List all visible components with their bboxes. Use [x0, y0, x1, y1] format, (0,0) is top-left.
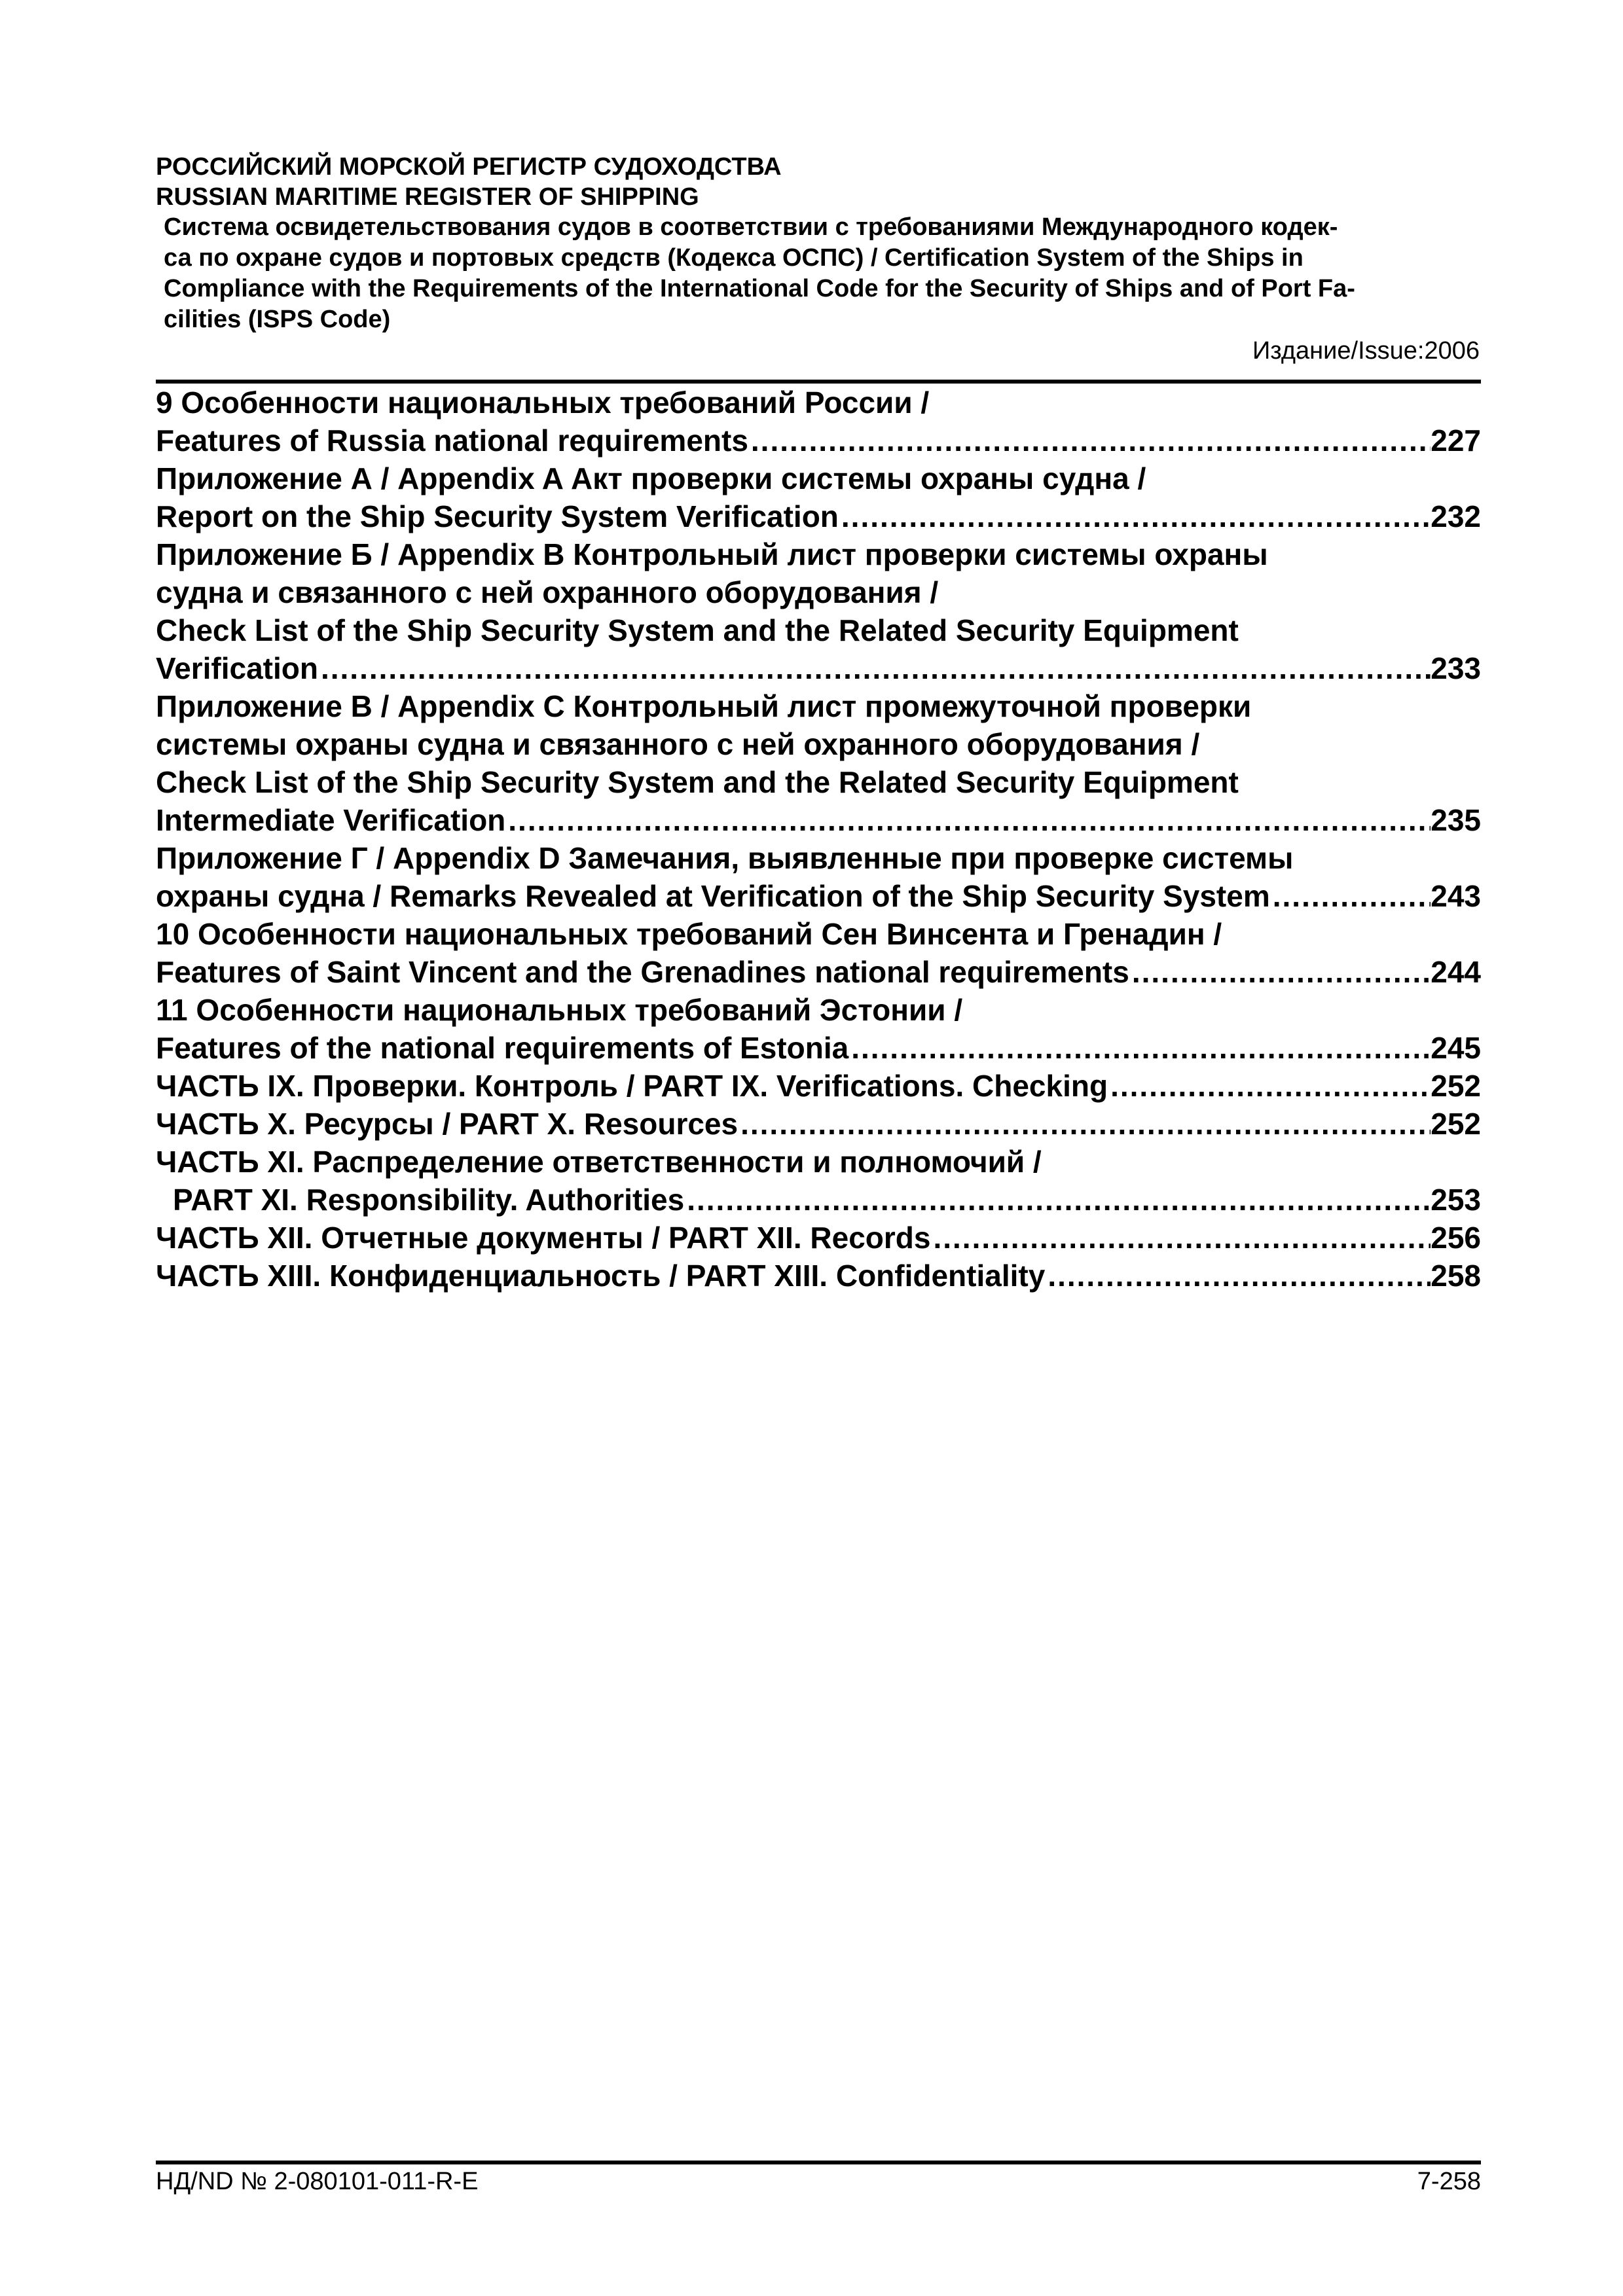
edition-label: Издание/Issue:2006	[1252, 337, 1480, 365]
toc-entry-final-line	[156, 422, 1481, 459]
register-name-en: RUSSIAN MARITIME REGISTER OF SHIPPING	[156, 183, 699, 211]
toc-entry-final-line	[156, 1105, 1481, 1143]
toc-entry-title: Report on the Ship Security System Verification	[156, 499, 839, 533]
toc-entry-title: ЧАСТЬ IX. Проверки. Контроль / PART IX. Verifications. Checking	[156, 1069, 1108, 1103]
toc-entry-final-line	[156, 1067, 1481, 1105]
toc-entry-title-line: системы охраны судна и связанного с ней охранного оборудования /	[156, 727, 1200, 761]
toc-entry-final-line	[156, 877, 1481, 915]
toc-entry-title: охраны судна / Remarks Revealed at Verification of the Ship Security System	[156, 879, 1270, 913]
toc-entry[interactable]	[156, 687, 1481, 839]
toc-entry-title: PART XI. Responsibility. Authorities	[173, 1183, 685, 1217]
toc-entry-title-line: Приложение А / Appendix A Акт проверки системы охраны судна /	[156, 461, 1146, 495]
document-title: Система освидетельствования судов в соответствии с требованиями Международного кодек- са по охране судов и портовых средств (Кодекса ОСПС) / Certification System of the Ships in Compliance with the Requirements of the International Code for the Security of Ships and of Port Fa- cilities (ISPS Code)	[164, 213, 1355, 333]
toc-entry-final-line	[156, 649, 1481, 687]
toc-page-number: 253	[1431, 1183, 1481, 1217]
toc-entry-title-line: Check List of the Ship Security System and the Related Security Equipment	[156, 613, 1239, 647]
dot-leader	[930, 1219, 1431, 1257]
toc-page-number: 233	[1431, 651, 1481, 685]
toc-entry-title: Intermediate Verification	[156, 803, 506, 837]
toc-entry[interactable]	[156, 535, 1481, 687]
toc-page-number: 235	[1431, 803, 1481, 837]
toc-entry-title: ЧАСТЬ XIII. Конфиденциальность / PART XIII. Confidentiality	[156, 1259, 1046, 1293]
toc-entry[interactable]	[156, 1143, 1481, 1219]
toc-page-number: 256	[1431, 1221, 1481, 1255]
toc-entry-title: Verification	[156, 651, 318, 685]
toc-page-number: 252	[1431, 1069, 1481, 1103]
toc-entry-final-line	[156, 1181, 1481, 1219]
toc-entry-title: Features of the national requirements of Estonia	[156, 1031, 849, 1065]
toc-entry-title: ЧАСТЬ XII. Отчетные документы / PART XII. Records	[156, 1221, 931, 1255]
dot-leader	[1129, 953, 1431, 991]
toc-entry-title: ЧАСТЬ X. Ресурсы / PART X. Resources	[156, 1107, 739, 1141]
toc-entry[interactable]	[156, 839, 1481, 915]
toc-entry-title-line: Приложение Г / Appendix D Замечания, выявленные при проверке системы	[156, 841, 1294, 875]
footer-divider	[156, 2161, 1481, 2164]
toc-entry-title: Features of Russia national requirements	[156, 423, 748, 457]
dot-leader	[684, 1181, 1431, 1219]
dot-leader	[1108, 1067, 1431, 1105]
toc-entry[interactable]	[156, 384, 1481, 459]
table-of-contents	[156, 384, 1481, 1295]
dot-leader	[839, 497, 1431, 535]
toc-entry[interactable]	[156, 1219, 1481, 1257]
toc-entry[interactable]	[156, 991, 1481, 1067]
toc-page-number: 258	[1431, 1259, 1481, 1293]
toc-entry-title-line: ЧАСТЬ XI. Распределение ответственности и полномочий /	[156, 1145, 1042, 1179]
toc-entry-title-line: Check List of the Ship Security System and the Related Security Equipment	[156, 765, 1239, 799]
toc-entry-final-line	[156, 953, 1481, 991]
toc-page-number: 243	[1431, 879, 1481, 913]
document-number: НД/ND № 2-080101-011-R-E	[156, 2168, 479, 2195]
toc-entry-title-line: Приложение Б / Appendix B Контрольный лист проверки системы охраны	[156, 537, 1268, 571]
dot-leader	[318, 649, 1431, 687]
dot-leader	[1270, 877, 1431, 915]
toc-entry[interactable]	[156, 1105, 1481, 1143]
toc-page-number: 232	[1431, 499, 1481, 533]
dot-leader	[848, 1029, 1431, 1067]
toc-entry[interactable]	[156, 1067, 1481, 1105]
toc-entry-final-line	[156, 801, 1481, 839]
dot-leader	[1045, 1257, 1431, 1295]
toc-entry[interactable]	[156, 915, 1481, 991]
page-footer	[156, 2166, 1481, 2197]
toc-entry-final-line	[156, 497, 1481, 535]
dot-leader	[505, 801, 1431, 839]
toc-page-number: 244	[1431, 955, 1481, 989]
toc-entry[interactable]	[156, 459, 1481, 535]
toc-entry-title-line: судна и связанного с ней охранного оборудования /	[156, 575, 939, 609]
page-number: 7-258	[1417, 2168, 1481, 2195]
toc-page-number: 245	[1431, 1031, 1481, 1065]
dot-leader	[748, 422, 1431, 459]
dot-leader	[738, 1105, 1431, 1143]
toc-entry[interactable]	[156, 1257, 1481, 1295]
register-name-ru: РОССИЙСКИЙ МОРСКОЙ РЕГИСТР СУДОХОДСТВА	[156, 153, 782, 181]
toc-page-number: 252	[1431, 1107, 1481, 1141]
toc-entry-title-line: 9 Особенности национальных требований России /	[156, 386, 930, 420]
toc-entry-final-line	[156, 1029, 1481, 1067]
toc-page-number: 227	[1431, 423, 1481, 457]
page-header	[156, 152, 1481, 367]
toc-entry-title: Features of Saint Vincent and the Grenadines national requirements	[156, 955, 1129, 989]
toc-entry-title-line: 10 Особенности национальных требований Сен Винсента и Гренадин /	[156, 917, 1222, 951]
toc-entry-final-line	[156, 1257, 1481, 1295]
toc-entry-title-line: Приложение В / Appendix C Контрольный лист промежуточной проверки	[156, 689, 1252, 723]
toc-entry-final-line	[156, 1219, 1481, 1257]
toc-entry-title-line: 11 Особенности национальных требований Эстонии /	[156, 993, 963, 1027]
